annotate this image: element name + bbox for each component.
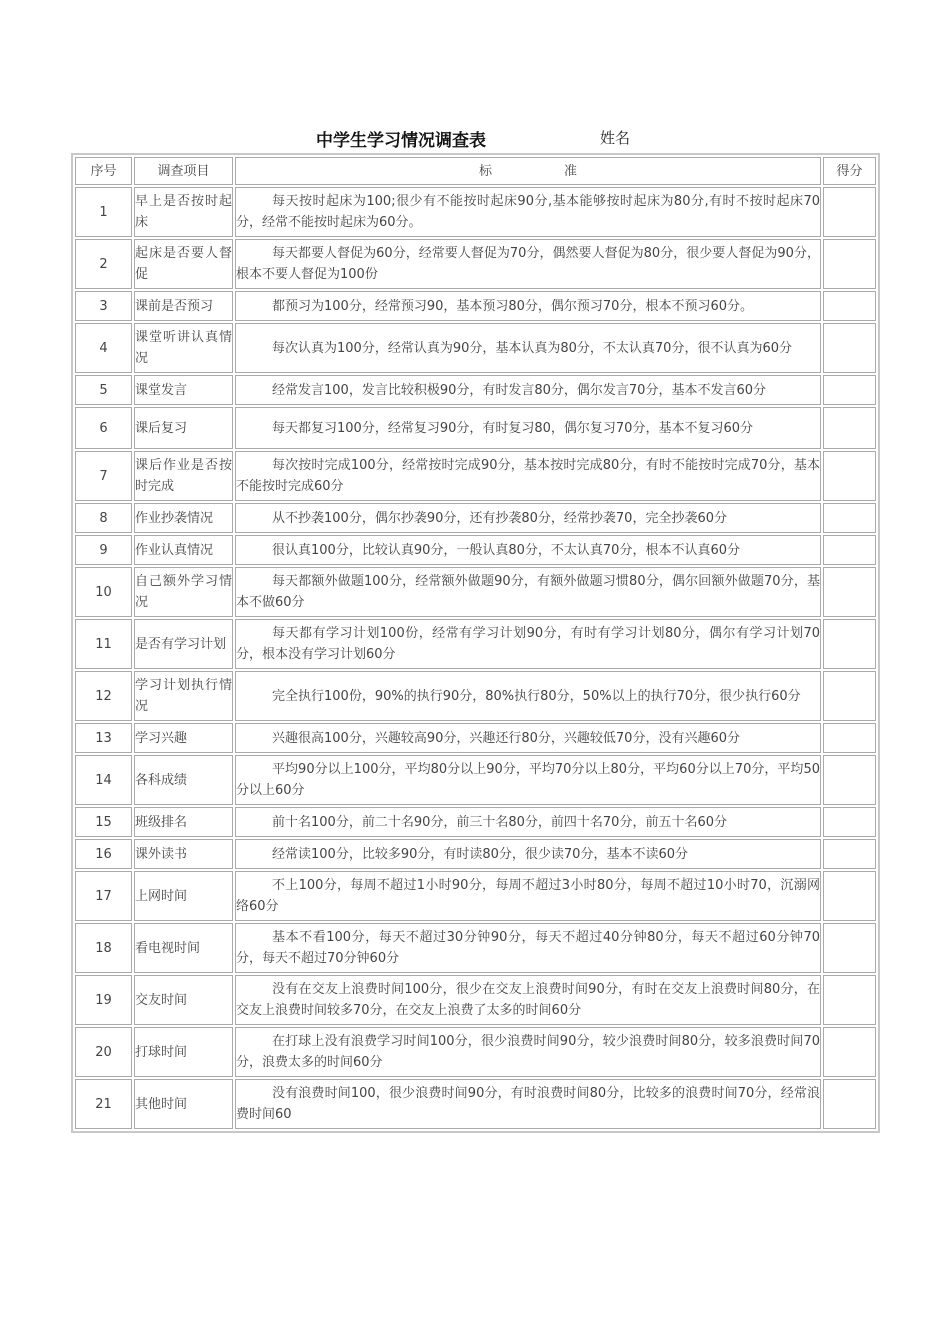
header-standard — [235, 157, 821, 185]
table-row — [75, 503, 876, 533]
scoring-standard: 经常发言100，发言比较积极90分，有时发言80分，偶尔发言70分，基本不发言60分 — [235, 375, 821, 405]
score-cell[interactable] — [823, 723, 876, 753]
survey-item: 起床是否要人督促 — [134, 239, 233, 289]
row-number: 20 — [75, 1027, 132, 1077]
table-row — [75, 871, 876, 921]
row-number: 19 — [75, 975, 132, 1025]
survey-item: 课外读书 — [134, 839, 233, 869]
header-score: 得分 — [823, 157, 876, 185]
score-cell[interactable] — [823, 535, 876, 565]
scoring-standard: 每天按时起床为100;很少有不能按时起床90分,基本能够按时起床为80分,有时不按时起床70分，经常不能按时起床为60分。 — [235, 187, 821, 237]
score-cell[interactable] — [823, 975, 876, 1025]
row-number: 15 — [75, 807, 132, 837]
table-row — [75, 723, 876, 753]
table-row — [75, 1027, 876, 1077]
score-cell[interactable] — [823, 503, 876, 533]
header-standard-right: 准 — [564, 163, 578, 179]
score-cell[interactable] — [823, 323, 876, 373]
score-cell[interactable] — [823, 291, 876, 321]
scoring-standard: 没有在交友上浪费时间100分，很少在交友上浪费时间90分，有时在交友上浪费时间80分，在交友上浪费时间较多70分，在交友上浪费了太多的时间60分 — [235, 975, 821, 1025]
table-row — [75, 755, 876, 805]
table-row — [75, 375, 876, 405]
scoring-standard: 经常读100分，比较多90分，有时读80分，很少读70分，基本不读60分 — [235, 839, 821, 869]
survey-item: 打球时间 — [134, 1027, 233, 1077]
score-cell[interactable] — [823, 239, 876, 289]
survey-item: 各科成绩 — [134, 755, 233, 805]
survey-item: 交友时间 — [134, 975, 233, 1025]
table-row — [75, 567, 876, 617]
table-row — [75, 839, 876, 869]
scoring-standard: 基本不看100分，每天不超过30分钟90分，每天不超过40分钟80分，每天不超过60分钟70分，每天不超过70分钟60分 — [235, 923, 821, 973]
score-cell[interactable] — [823, 807, 876, 837]
survey-item: 作业抄袭情况 — [134, 503, 233, 533]
row-number: 9 — [75, 535, 132, 565]
row-number: 5 — [75, 375, 132, 405]
table-row — [75, 291, 876, 321]
survey-item: 班级排名 — [134, 807, 233, 837]
survey-item: 课前是否预习 — [134, 291, 233, 321]
row-number: 8 — [75, 503, 132, 533]
table-row — [75, 1079, 876, 1129]
table-row — [75, 975, 876, 1025]
scoring-standard: 都预习为100分，经常预习90，基本预习80分，偶尔预习70分，根本不预习60分。 — [235, 291, 821, 321]
score-cell[interactable] — [823, 1079, 876, 1129]
name-label: 姓名 — [600, 129, 631, 147]
row-number: 4 — [75, 323, 132, 373]
scoring-standard: 没有浪费时间100，很少浪费时间90分，有时浪费时间80分，比较多的浪费时间70分，经常浪费时间60 — [235, 1079, 821, 1129]
row-number: 18 — [75, 923, 132, 973]
survey-item: 课堂发言 — [134, 375, 233, 405]
table-row — [75, 807, 876, 837]
score-cell[interactable] — [823, 619, 876, 669]
header-item: 调查项目 — [134, 157, 233, 185]
score-cell[interactable] — [823, 375, 876, 405]
survey-item: 看电视时间 — [134, 923, 233, 973]
scoring-standard: 很认真100分，比较认真90分，一般认真80分，不太认真70分，根本不认真60分 — [235, 535, 821, 565]
scoring-standard: 前十名100分，前二十名90分，前三十名80分，前四十名70分，前五十名60分 — [235, 807, 821, 837]
scoring-standard: 每次按时完成100分，经常按时完成90分，基本按时完成80分，有时不能按时完成70分，基本不能按时完成60分 — [235, 451, 821, 501]
survey-item: 学习计划执行情况 — [134, 671, 233, 721]
scoring-standard: 兴趣很高100分，兴趣较高90分，兴趣还行80分，兴趣较低70分，没有兴趣60分 — [235, 723, 821, 753]
row-number: 6 — [75, 407, 132, 449]
row-number: 11 — [75, 619, 132, 669]
scoring-standard: 完全执行100份，90%的执行90分，80%执行80分，50%以上的执行70分，很少执行60分 — [235, 671, 821, 721]
score-cell[interactable] — [823, 187, 876, 237]
table-row — [75, 671, 876, 721]
survey-item: 是否有学习计划 — [134, 619, 233, 669]
row-number: 1 — [75, 187, 132, 237]
page-title: 中学生学习情况调查表 — [316, 131, 486, 151]
scoring-standard: 平均90分以上100分，平均80分以上90分，平均70分以上80分，平均60分以上70分，平均50分以上60分 — [235, 755, 821, 805]
survey-item: 课后作业是否按时完成 — [134, 451, 233, 501]
survey-item: 学习兴趣 — [134, 723, 233, 753]
header-standard-left: 标 — [478, 163, 492, 179]
row-number: 12 — [75, 671, 132, 721]
scoring-standard: 每天都要人督促为60分，经常要人督促为70分，偶然要人督促为80分，很少要人督促为90分，根本不要人督促为100份 — [235, 239, 821, 289]
table-row — [75, 239, 876, 289]
row-number: 17 — [75, 871, 132, 921]
survey-table — [71, 153, 880, 1133]
title-row — [0, 126, 950, 150]
row-number: 10 — [75, 567, 132, 617]
scoring-standard: 每天都有学习计划100份，经常有学习计划90分，有时有学习计划80分，偶尔有学习计划70分，根本没有学习计划60分 — [235, 619, 821, 669]
score-cell[interactable] — [823, 1027, 876, 1077]
row-number: 7 — [75, 451, 132, 501]
table-row — [75, 407, 876, 449]
scoring-standard: 每天都额外做题100分，经常额外做题90分，有额外做题习惯80分，偶尔回额外做题70分，基本不做60分 — [235, 567, 821, 617]
row-number: 16 — [75, 839, 132, 869]
table-row — [75, 323, 876, 373]
scoring-standard: 不上100分，每周不超过1小时90分，每周不超过3小时80分，每周不超过10小时70，沉溺网络60分 — [235, 871, 821, 921]
scoring-standard: 每次认真为100分，经常认真为90分，基本认真为80分，不太认真70分，很不认真为60分 — [235, 323, 821, 373]
scoring-standard: 在打球上没有浪费学习时间100分，很少浪费时间90分，较少浪费时间80分，较多浪费时间70分，浪费太多的时间60分 — [235, 1027, 821, 1077]
row-number: 14 — [75, 755, 132, 805]
row-number: 2 — [75, 239, 132, 289]
survey-item: 自己额外学习情况 — [134, 567, 233, 617]
survey-item: 课堂听讲认真情况 — [134, 323, 233, 373]
header-num: 序号 — [75, 157, 132, 185]
score-cell[interactable] — [823, 839, 876, 869]
score-cell[interactable] — [823, 567, 876, 617]
table-row — [75, 451, 876, 501]
table-row — [75, 187, 876, 237]
scoring-standard: 从不抄袭100分，偶尔抄袭90分，还有抄袭80分，经常抄袭70，完全抄袭60分 — [235, 503, 821, 533]
table-row — [75, 535, 876, 565]
row-number: 3 — [75, 291, 132, 321]
survey-item: 上网时间 — [134, 871, 233, 921]
survey-item: 其他时间 — [134, 1079, 233, 1129]
score-cell[interactable] — [823, 923, 876, 973]
survey-item: 作业认真情况 — [134, 535, 233, 565]
scoring-standard: 每天都复习100分，经常复习90分，有时复习80，偶尔复习70分，基本不复习60分 — [235, 407, 821, 449]
score-cell[interactable] — [823, 407, 876, 449]
table-row — [75, 923, 876, 973]
survey-item: 课后复习 — [134, 407, 233, 449]
score-cell[interactable] — [823, 755, 876, 805]
score-cell[interactable] — [823, 871, 876, 921]
survey-item: 早上是否按时起床 — [134, 187, 233, 237]
row-number: 21 — [75, 1079, 132, 1129]
header-row — [75, 157, 876, 185]
table-row — [75, 619, 876, 669]
score-cell[interactable] — [823, 671, 876, 721]
row-number: 13 — [75, 723, 132, 753]
score-cell[interactable] — [823, 451, 876, 501]
